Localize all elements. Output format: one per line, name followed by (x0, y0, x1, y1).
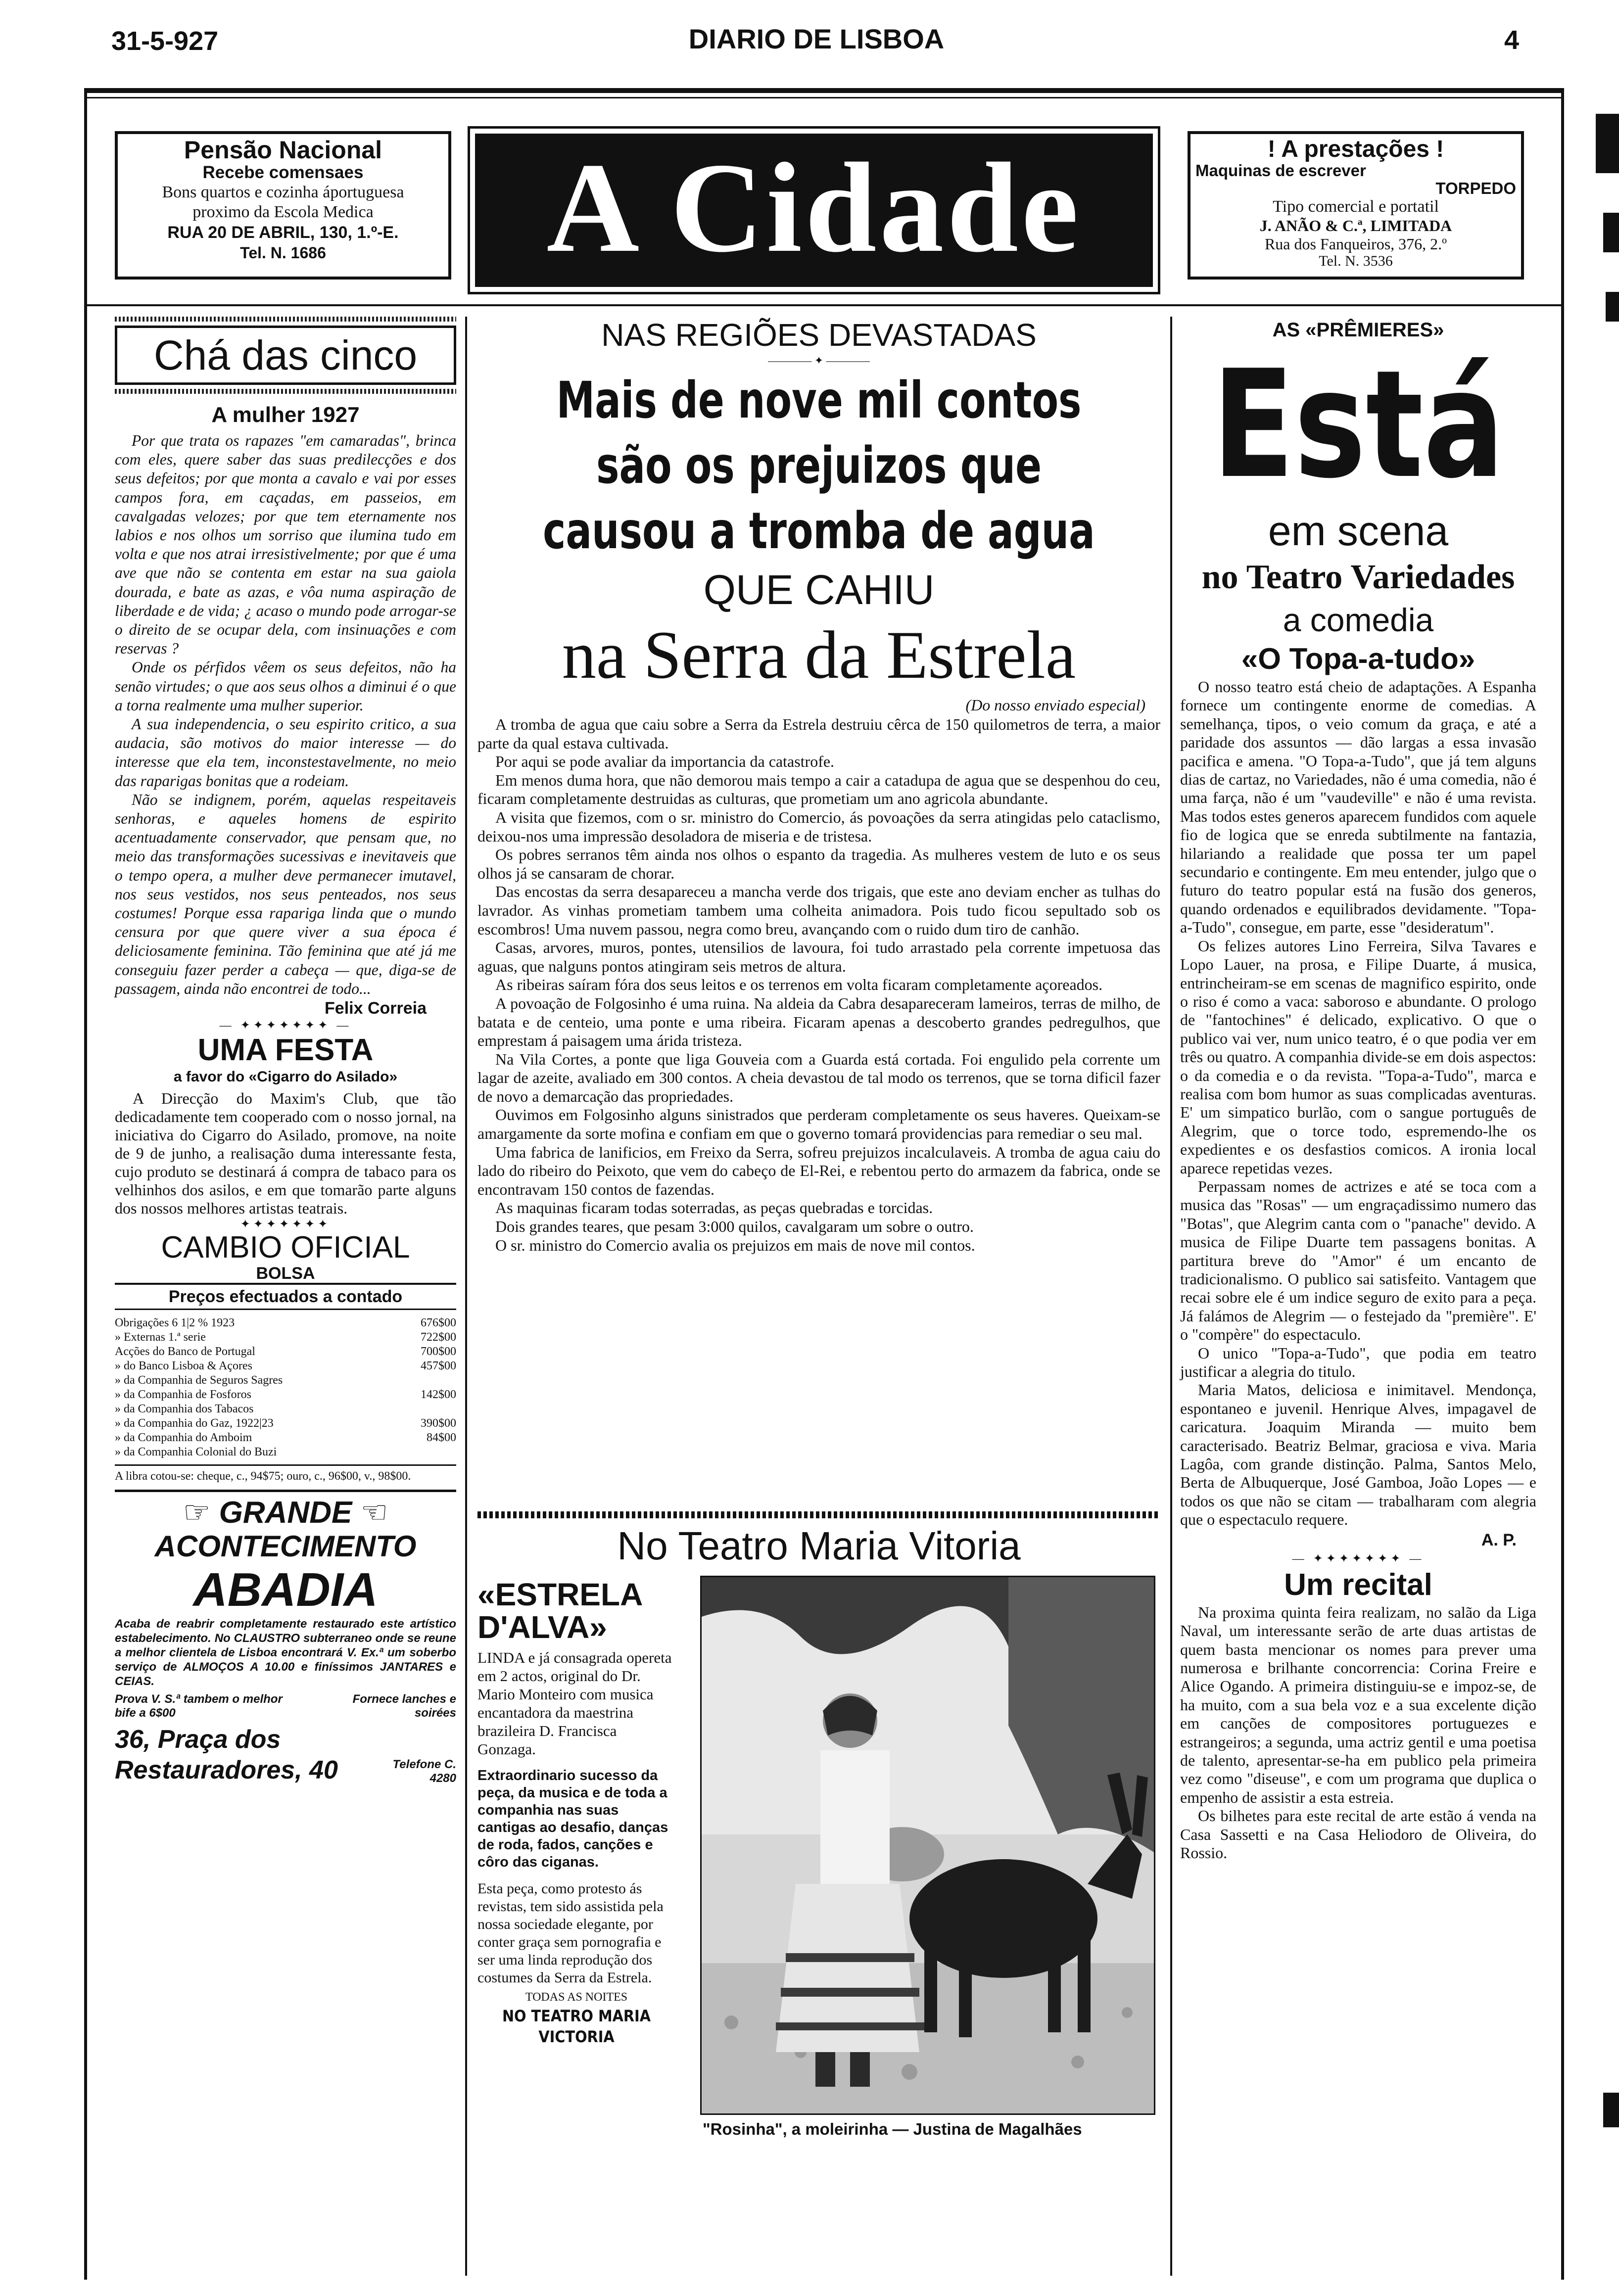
top-frame-rule (84, 88, 1564, 93)
table-cell-label: » Externas 1.ª serie (115, 1331, 206, 1344)
right-column (1180, 317, 1536, 1862)
center-column (477, 317, 1160, 1255)
premieres-kicker: AS «PRÊMIERES» (1272, 319, 1444, 341)
festa-subtitle: a favor do «Cigarro do Asilado» (173, 1069, 398, 1085)
theatre-title: No Teatro Maria Vitoria (617, 1524, 1021, 1568)
headline-line5: na Serra da Estrela (562, 617, 1076, 693)
ad-prestacoes-title: ! A prestações ! (1267, 136, 1444, 162)
cambio-libra: A libra cotou-se: cheque, c., 94$75; ouro, c., 96$00, v., 98$00. (115, 1464, 456, 1484)
ad-pensao-title: Pensão Nacional (184, 136, 382, 164)
premieres-paragraph: Maria Matos, deliciosa e inimitavel. Mendonça, espontaneo e juvenil. Henrique Alves, impagavel de caricatura. Joaquim Miranda — muito bem caracterisado. Beatriz Belmar, graciosa e viva. Maria Lagôa, com grande distinção. Palma, Santos Melo, Berta de Albuquerque, José Gamboa, João Lopes — e todos os que não se citam — trabalharam com alegria que o espectaculo requere. (1180, 1381, 1536, 1529)
ornament-divider-3: — ✦✦✦✦✦✦✦ — (1292, 1552, 1425, 1565)
table-row (115, 1402, 456, 1416)
recital-paragraph: Os bilhetes para este recital de arte estão á venda na Casa Sassetti e na Casa Heliodoro de Oliveira, do Rossio. (1180, 1807, 1536, 1862)
premieres-sub1: em scena (1268, 508, 1449, 554)
table-cell-label: » da Companhia do Amboim (115, 1431, 252, 1445)
table-cell-value: 676$00 (421, 1316, 456, 1330)
table-cell-value: 390$00 (421, 1417, 456, 1430)
top-frame-rule-thin (84, 97, 1564, 98)
col-rule-1 (465, 317, 467, 2276)
premieres-sub3: a comedia (1283, 602, 1434, 638)
theatre-p3: Esta peça, como protesto ás revistas, tem sido assistida pela nossa sociedade elegante, por conter graça sem pornografia e ser uma linda reprodução dos costumes da Serra da Estrela. (477, 1880, 664, 1986)
table-row (115, 1445, 456, 1459)
article-paragraph: Dois grandes teares, que pesam 3:000 quilos, cavalgaram um sobre o outro. (495, 1218, 974, 1236)
headline-line3: causou a tromba de agua (543, 502, 1095, 561)
premieres-sub4: «O Topa-a-tudo» (1241, 642, 1476, 675)
theatre-text-column (477, 1578, 675, 2047)
abadia-telefone: Telefone C. 4280 (392, 1758, 456, 1785)
recital-title: Um recital (1284, 1567, 1432, 1602)
article-title-mulher-1927: A mulher 1927 (211, 403, 360, 427)
photo-caption-text: "Rosinha", a moleirinha — Justina de Magalhães (703, 2120, 1082, 2138)
table-row (115, 1388, 456, 1402)
table-cell-label: » da Companhia Colonial do Buzi (115, 1446, 277, 1459)
abadia-offers (115, 1692, 456, 1720)
abadia-line1 (115, 1496, 456, 1530)
table-row (115, 1345, 456, 1359)
ad-prestacoes (1188, 131, 1524, 280)
table-cell-value: 722$00 (421, 1331, 456, 1344)
article-paragraph: Na Vila Cortes, a ponte que liga Gouveia com a Guarda está cortada. Foi engulido pela corrente um lagar de azeite, avaliado em 300 contos. A cheia devastou de tal modo os terrenos, que se torna dificil fazer de novo a demarcação das propriedades. (477, 1050, 1160, 1105)
table-cell-label: » da Companhia dos Tabacos (115, 1403, 254, 1416)
ad-pensao-line3: proximo da Escola Medica (192, 203, 374, 221)
abadia-prova: Prova V. S.ª tambem o melhor bife a 6$00 (115, 1692, 283, 1720)
theatre-p2: Extraordinario sucesso da peça, da musica e de toda a companhia nas suas cantigas ao desafio, danças de roda, fados, canções e côro das ciganas. (477, 1768, 668, 1870)
table-row (115, 1359, 456, 1373)
hand-pointer-icon: ☞ (183, 1496, 219, 1530)
abadia-ad (115, 1490, 456, 1785)
festa-paragraph: A Direcção do Maxim's Club, que tão dedicadamente tem cooperado com o nosso jornal, na iniciativa do Cigarro do Asilado, promove, na noite de 9 de junho, a realisação duma interessante festa, cujo produto se destinará á compra de tabaco para os velhinhos dos asilos, e em que tomarão parte alguns dos nossos melhores artistas teatrais. (115, 1089, 456, 1218)
abadia-line3: ABADIA (193, 1563, 378, 1617)
kicker-ornament: ———— ✦ ———— (768, 354, 870, 367)
premieres-paragraph: Perpassam nomes de actrizes e até se toca com a musica das "Rosas" — um engraçadissimo numero das "Botas", que Alegrim canta com o "panache" devido. A musica de Filipe Duarte tem passagens bonitas. A partitura breve do "Amor" é um encanto de tradicionalismo. O publico sai satisfeito. Vantagem que recai sobre ele é um indice seguro de exito para a peça. Já falámos de Alegrim — o festejado da "première". E' o "compère" do espectaculo. (1180, 1177, 1536, 1344)
table-cell-label: » do Banco Lisboa & Açores (115, 1359, 252, 1373)
ornament-divider: — ✦✦✦✦✦✦✦ — (219, 1019, 352, 1032)
ornament-divider-2: ✦✦✦✦✦✦✦ (240, 1218, 331, 1231)
article-paragraph: As maquinas ficaram todas soterradas, as peças quebradas e torcidas. (495, 1199, 933, 1217)
table-cell-label: » da Companhia de Seguros Sagres (115, 1374, 283, 1387)
left-frame-rule (84, 88, 87, 2280)
masthead-title: A Cidade (475, 134, 1153, 287)
ad-pensao-line4: RUA 20 DE ABRIL, 130, 1.º-E. (167, 223, 399, 242)
premieres-paragraph: O unico "Topa-a-Tudo", que podia em teatro justificar a alegria do titulo. (1180, 1344, 1536, 1381)
recital-paragraph: Na proxima quinta feira realizam, no salão da Liga Naval, um interessante serão de arte duas artistas de quem basta mencionar os nomes para prever uma numerosa e brilhante concorrencia: Corina Freire e Alice Ogando. A primeira distinguiu-se e impoz-se, de ha muito, com a sua bela voz e a sua excelente dição em canções de compositores portuguezes e estrangeiros; a segunda, uma actriz gentil e uma poetisa de talento, apresentar-se-ha em publico pela primeira vez como "diseuse", e com um programa que duplica o empenho de assistir a esta estreia. (1180, 1603, 1536, 1806)
section-title-cha-das-cinco: Chá das cinco (115, 326, 456, 385)
table-cell-label: » da Companhia do Gaz, 1922|23 (115, 1417, 274, 1430)
theatre-venue: NO TEATRO MARIA VICTORIA (502, 2007, 651, 2046)
article-paragraph: Em menos duma hora, que não demorou mais tempo a cair a catadupa de agua que se despenhou do ceu, ficaram completamente destruidas as culturas, que prometiam um ano agricola abundante. (477, 771, 1160, 808)
premieres-paragraph: O nosso teatro está cheio de adaptações. A Espanha fornece um contingente enorme de comedias. A semelhança, tipos, o veio comum da graça, e até a paridade dos assuntos — dão largas a essa invasão pacifica e amena. "O Topa-a-Tudo", que já tem alguns dias de cartaz, no Variedades, não é uma comedia, não é uma farça, não é um "vaudeville" e não é uma revista. Mas todos estes generos aparecem fundidos com aquele fio de logica que se enreda subtilmente na fantazia, hilariando a realidade que possa ter um papel secundario e contingente. Em meu entender, julgo que o futuro do teatro popular está na fusão dos generos, quando ordenados e equilibrados devidamente. "Topa-a-Tudo", consegue, em parte, esse "desideratum". (1180, 678, 1536, 937)
ad-prestacoes-line2: TORPEDO (1435, 179, 1516, 197)
theatre-noites: TODAS AS NOITES (525, 1991, 628, 2004)
premieres-body (1180, 678, 1536, 1529)
masthead-box (468, 126, 1160, 294)
article-paragraph: As ribeiras saíram fóra dos seus leitos e os terrenos em volta ficaram completamente açoreados. (495, 976, 1103, 994)
ad-prestacoes-line6: Tel. N. 3536 (1319, 253, 1393, 269)
article-mulher-paragraph: Onde os pérfidos vêem os seus defeitos, não ha senão virtudes; o que aos seus olhos a diminui é o que a torna realmente uma mulher superior. (115, 658, 456, 714)
cambio-table-title: Preços efectuados a contado (115, 1285, 456, 1310)
article-paragraph: O sr. ministro do Comercio avalia os prejuizos em mais de nove mil contos. (495, 1236, 975, 1254)
ad-pensao-nacional (115, 131, 451, 280)
article-paragraph: A visita que fizemos, com o sr. ministro do Comercio, ás povoações da serra atingidas pelo cataclismo, deixou-nos uma impressão desoladora de miseria e de tristesa. (477, 808, 1160, 845)
recital-body (1180, 1603, 1536, 1863)
table-row (115, 1316, 456, 1330)
table-row (115, 1373, 456, 1388)
table-row (115, 1416, 456, 1431)
section-divider (477, 1511, 1160, 1518)
ad-pensao-line2: Bons quartos e cozinha áportuguesa (162, 183, 404, 201)
abadia-line2: ACONTECIMENTO (154, 1530, 417, 1563)
article-author: Felix Correia (325, 999, 427, 1018)
rosinha-photo (700, 1576, 1155, 2115)
section-bottom-ornament (115, 389, 456, 394)
photo-illustration (702, 1577, 1155, 2115)
page-number: 4 (1504, 25, 1520, 55)
table-row (115, 1330, 456, 1345)
table-row (115, 1431, 456, 1445)
article-paragraph: A povoação de Folgosinho é uma ruina. Na aldeia da Cabra desapareceram lameiros, terras de milho, de batata e de centeio, uma ponte e uma ribeira. Ficaram apenas a descoberto grandes pedregulhos, que emprestam á paisagem uma árida tristeza. (477, 994, 1160, 1050)
headline-line4: QUE CAHIU (703, 566, 935, 613)
cambio-title: CAMBIO OFICIAL (161, 1230, 410, 1265)
page-date: 31-5-927 (111, 26, 219, 56)
ad-prestacoes-line1: Maquinas de escrever (1195, 161, 1366, 180)
article-serra-body (477, 715, 1160, 1255)
article-paragraph: Uma fabrica de lanificios, em Freixo da Serra, sofreu prejuizos incalculaveis. A tromba de agua caiu do lado do ribeiro do Peixoto, que vem do cabeço de El-Rei, e rebentou perto do armazem da fabrica, onde se encontravam 150 contos de fazendas. (477, 1143, 1160, 1198)
ad-prestacoes-line4: J. ANÃO & C.ª, LIMITADA (1259, 217, 1452, 234)
photo-caption (703, 2118, 1158, 2141)
festa-title: UMA FESTA (197, 1033, 374, 1068)
table-cell-label: » da Companhia de Fosforos (115, 1388, 251, 1402)
left-column (115, 317, 456, 1785)
article-mulher-paragraph: Por que trata os rapazes "em camaradas", brinca com eles, quere saber das suas predilecções e dos seus defeitos; por que monta a cavalo e vai por esses campos fora, em caçadas, em passeios, em cavalgadas velozes; por que tem eternamente nos labios e nos olhos um sorriso que ilumina tudo em volta e que nos atrai irresistivelmente; por que é uma ave que não se contenta em estar na sua gaiola dourada, e bate as azas, e vôa numa aspiração de liberdade e de vida; ¿ acaso o mundo pode arrogar-se o direito de se ocupar dela, com insinuações e com reservas ? (115, 432, 456, 657)
table-cell-value: 700$00 (421, 1345, 456, 1359)
kicker-regioes-devastadas: NAS REGIÕES DEVASTADAS (601, 317, 1037, 353)
adjacent-page-fragment (1606, 292, 1619, 322)
article-paragraph: Casas, arvores, muros, pontes, utensilios de lavoura, foi tudo arrastado pela corrente impetuosa das aguas, que nalguns pontos atingiram seis metros de altura. (477, 938, 1160, 975)
article-mulher-paragraph: Não se indignem, porém, aquelas respeitaveis senhoras, e aqueles homens de espirito acentuadamente conservador, que pensam que, no meio das transformações sucessivas e inevitaveis que o tempo opera, a mulher deve permanecer imutavel, nos seus vestidos, nos seus penteados, nos seus costumes! Porque essa rapariga linda que o mundo censura por que quere viver a sua época é deliciosamente feminina. Tão feminina que até já me conseguiu fazer perder a cabeça — que, diga-se de passagem, ainda não encontrei de todo... (115, 791, 456, 997)
col-rule-2 (1170, 317, 1172, 2276)
right-frame-rule (1561, 88, 1564, 2280)
abadia-address-row (115, 1724, 456, 1785)
article-byline: (Do nosso enviado especial) (965, 696, 1145, 714)
masthead-bottom-rule (87, 304, 1562, 306)
abadia-text: Acaba de reabrir completamente restaurado este artístico estabelecimento. No CLAUSTRO subterraneo onde se reune a melhor clientela de Lisboa encontrará V. Ex.ª um soberbo serviço de ALMOÇOS A 10.00 e finíssimos JANTARES e CEIAS. (115, 1617, 456, 1688)
adjacent-page-fragment (1603, 2093, 1619, 2127)
cambio-subtitle: BOLSA (115, 1264, 456, 1285)
theatre-show-title: «ESTRELA D'ALVA» (477, 1577, 642, 1645)
article-mulher-paragraph: A sua independencia, o seu espirito critico, a sua audacia, são motivos do maior interesse — do interesse que ela tem, inconstestavelmente, no meio das raparigas bonitas que a rodeiam. (115, 715, 456, 790)
article-paragraph: A tromba de agua que caiu sobre a Serra da Estrela destruiu cêrca de 150 quilometros de terra, a maior parte da qual estava cultivada. (477, 715, 1160, 752)
premieres-paragraph: Os felizes autores Lino Ferreira, Silva Tavares e Lopo Lauer, na prosa, e Filipe Duarte, á musica, entrincheiram-se em scenas de magnifico espirito, onde o riso é como a vaca: saboroso e abundante. O prologo de "fantochines" é delicado, explicativo. O que o publico vai ver, num unico teatro, é o que podia ver em três ou quatro. A companhia divide-se em dois aspectos: o da comedia e o da revista. "Topa-a-Tudo", marca e realisa com bom humor as suas complicadas aventuras. E' um simpatico burlão, com o sangue português de Alegrim, que o torce todo, espremendo-lhe os expedientes e os desfastios comicos. A ironia local aparece repetidas vezes. (1180, 937, 1536, 1177)
article-paragraph: Por aqui se pode avaliar da importancia da catastrofe. (495, 752, 835, 771)
table-cell-label: Acções do Banco de Portugal (115, 1345, 255, 1359)
article-paragraph: Das encostas da serra desapareceu a mancha verde dos trigais, que este ano deviam encher as tulhas do lavrador. As vinhas prometiam tambem uma colheita animadora. Pois tudo ficou sepultado sob os escombros! Uma nuvem passou, negra como breu, avançando com o ruido dum tiro de canhão. (477, 883, 1160, 938)
abadia-address: 36, Praça dos Restauradores, 40 (115, 1725, 338, 1785)
festa-text (115, 1089, 456, 1218)
table-cell-label: Obrigações 6 1|2 % 1923 (115, 1316, 235, 1330)
ad-pensao-line5: Tel. N. 1686 (240, 244, 326, 262)
table-cell-value: 142$00 (421, 1388, 456, 1402)
headline-line1: Mais de nove mil contos (556, 371, 1082, 430)
ad-prestacoes-line3: Tipo comercial e portatil (1273, 197, 1439, 216)
newspaper-name: DIARIO DE LISBOA (688, 23, 945, 54)
premieres-signature: A. P. (1481, 1530, 1517, 1549)
premieres-big-title: Está (1212, 338, 1505, 511)
article-paragraph: Os pobres serranos têm ainda nos olhos o espanto da tragedia. As mulheres vestem de luto e os seus olhos já se cansaram de chorar. (477, 845, 1160, 882)
ad-prestacoes-line5: Rua dos Fanqueiros, 376, 2.º (1264, 235, 1447, 253)
adjacent-page-fragment (1596, 114, 1619, 173)
hand-pointer-icon: ☜ (352, 1496, 388, 1530)
abadia-fornece: Fornece lanches e soirées (352, 1692, 456, 1720)
headline-line2: são os prejuizos que (596, 436, 1042, 495)
section-top-ornament (115, 317, 456, 322)
theatre-p1: LINDA e já consagrada opereta em 2 actos, original do Dr. Mario Monteiro com musica encantadora da maestrina brazileira D. Francisca Gonzaga. (477, 1649, 672, 1758)
abadia-grande: GRANDE (219, 1496, 352, 1530)
ad-pensao-line1: Recebe comensaes (202, 163, 364, 182)
table-cell-value: 84$00 (427, 1431, 456, 1445)
adjacent-page-fragment (1603, 213, 1619, 252)
cambio-table (115, 1316, 456, 1459)
article-paragraph: Ouvimos em Folgosinho alguns sinistrados que perderam completamente os seus haveres. Queixam-se amargamente da sorte mofina e confiam em que o governo tomará providencias para remediar o seu mal. (477, 1106, 1160, 1143)
table-cell-value: 457$00 (421, 1359, 456, 1373)
article-mulher-body (115, 431, 456, 998)
premieres-sub2: no Teatro Variedades (1201, 558, 1515, 596)
